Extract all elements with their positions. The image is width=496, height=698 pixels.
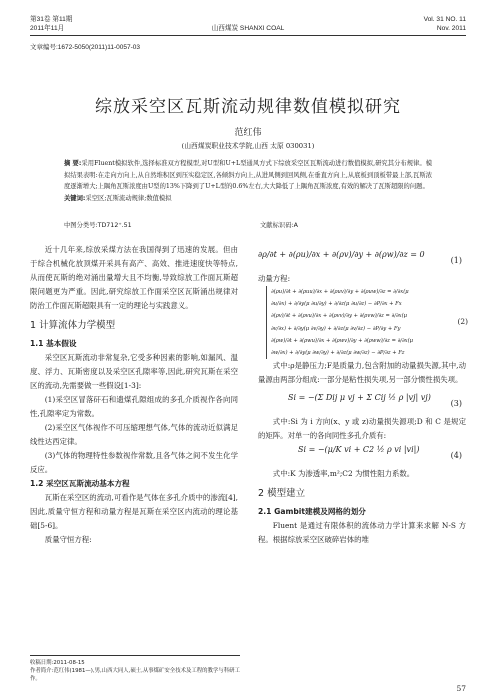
assumption-2: (2)采空区气体视作不可压缩理想气体,气体的流动近似满足线性达西定律。 [30, 423, 238, 446]
section-2-1-heading: 2.1 Gambit建模及网格的划分 [258, 507, 366, 517]
equation-1: ∂ρ/∂t + ∂(ρu)/∂x + ∂(ρv)/∂y + ∂(ρw)/∂z = 0 (1) [258, 250, 462, 265]
permeability-explanation: 式中:K 为渗透率,m²;C2 为惯性阻力系数。 [272, 469, 415, 479]
footnote [30, 655, 240, 683]
article-number: 文章编号:1672-5050(2011)11-0057-03 [30, 44, 140, 51]
section-1-2-heading: 1.2 采空区瓦斯流动基本方程 [30, 479, 130, 488]
abstract-label: 摘 要: [64, 160, 82, 167]
affiliation: (山西煤炭职业技术学院,山西 太原 030031) [181, 142, 315, 150]
abstract [64, 158, 432, 204]
equation-2: ∂(ρu)/∂t + ∂(ρuu)/∂x + ∂(ρuv)/∂y + ∂(ρuw)/∂z = ∂/∂x(μ ∂u/∂x) + ∂/∂y(μ ∂u/∂y) + ∂/∂z(μ ∂u/∂z) − ∂P/∂x + Fx ∂(ρv)/∂t + ∂(ρvu)/∂x + ∂(ρvv)/∂y + ∂(ρvw)/∂z = ∂/∂x(μ ∂v/∂x) + ∂/∂y(μ ∂v/∂y) + ∂/∂z(μ ∂v/∂z) − ∂P/∂y + Fy ∂(ρw)/∂t + ∂(ρwu)/∂x + ∂(ρwv)/∂y + ∂(ρww)/∂z = ∂/∂x(μ ∂w/∂x) + ∂/∂y(μ ∂w/∂y) + ∂/∂z(μ ∂w/∂z) − ∂P/∂z + Fz (2) [266, 286, 466, 359]
equation-2-number: (2) [457, 317, 468, 326]
clc-code: 中图分类号:TD712⁺.51 [64, 222, 132, 229]
equation-4: Si = −(μ/K vi + C2 ½ ρ vi |vi|) (4) [298, 445, 462, 461]
fluent-paragraph: Fluent 是通过有限体积的流体动力学计算来求解 N-S 方程。根据综放采空区破碎岩体的堆 [258, 521, 466, 545]
header-rule [30, 35, 466, 36]
equation-3: Si = −(Σ Dij μ vj + Σ Cij ½ ρ |vj| vj) (3) [288, 393, 462, 409]
received-date: 收稿日期:2011-08-15 [30, 660, 85, 666]
assumption-intro: 采空区瓦斯流动非常复杂,它受多种因素的影响,如漏风、温度、浮力、瓦斯密度以及采空区孔隙率等,因此,研究瓦斯在采空区的流动,先需要做一些假设[1-3]: [30, 353, 238, 390]
author: 范红伟 [234, 128, 262, 138]
flow-paragraph: 瓦斯在采空区的流动,可看作是气体在多孔介质中的渗流[4],因此,质量守恒方程和动量方程是瓦斯在采空区内流动的理论基础[5-6]。 [30, 493, 238, 530]
section-1-heading: 1 计算流体力学模型 [30, 320, 116, 331]
left-column [30, 243, 238, 547]
mass-conservation-label: 质量守恒方程: [44, 535, 92, 544]
header-journal: 山西煤炭 SHANXI COAL [211, 24, 285, 32]
abstract-text: 采用Fluent模拟软件,选择标准双方程模型,对U型和U+L型通风方式下综放采空区瓦斯流动进行数值模拟,研究其分布规律。模拟结果表明:在走向方向上,从自然堆积区到压实稳定区,各倾斜方向上,从进风侧到回风侧,在垂直方向上,从底板到顶板带最上部,瓦斯浓度逐渐增大;上隅角瓦斯浓度由U型的13%下降到了U+L型的0.6%左右,大大降低了上隅角瓦斯浓度,有效的解决了瓦斯超限的问题。 [64, 160, 432, 190]
intro-paragraph: 近十几年来,综放采煤方法在我国得到了迅速的发展。但由于综合机械化放顶煤开采具有高产、高效、推进速度快等特点,从而使瓦斯的绝对涌出量增大且不均衡,导致综放工作面瓦斯超限问题更为严重。因此,研究综放工作面采空区瓦斯涌出规律对防治工作面瓦斯超限具有一定的理论与实践意义。 [30, 245, 238, 310]
keywords-text: 采空区;瓦斯流动规律;数值模拟 [85, 194, 172, 202]
section-2-heading: 2 模型建立 [258, 488, 306, 500]
doc-code: 文献标识码:A [260, 222, 298, 229]
paper-title: 综放采空区瓦斯流动规律数值模拟研究 [95, 97, 401, 117]
momentum-label: 动量方程: [258, 274, 291, 283]
section-1-1-heading: 1.1 基本假设 [30, 339, 77, 348]
author-bio: 作者简介:范红伟(1981—),男,山西大同人,硕士,从事煤矿安全技术及工程的教学与科研工作。 [30, 668, 240, 682]
assumption-1: (1)采空区冒落矸石和遗煤孔隙组成的多孔介质视作各向同性,孔隙率定为常数。 [30, 395, 238, 418]
header-volume-en: Vol. 31 NO. 11 Nov. 2011 [423, 16, 466, 32]
right-column [258, 248, 466, 547]
page-number: 57 [456, 684, 466, 693]
source-term-explanation: 式中:Si 为 i 方向(x、y 或 z)动量损失源项;D 和 C 是规定的矩阵。对单一的各向同性多孔介质有: [258, 417, 466, 441]
assumption-3: (3)气体的物理特性参数视作常数,且各气体之间不发生化学反应。 [30, 451, 238, 474]
header-volume: 第31卷 第11期 2011年11月 [30, 16, 73, 32]
momentum-explanation: 式中:ρ是静压力;F是质量力,包含附加的动量损失源,其中,动量源由两部分组成:一部分是粘性损失项,另一部分惯性损失项。 [258, 361, 466, 385]
keywords-label: 关键词: [64, 194, 86, 202]
running-header [30, 16, 466, 42]
